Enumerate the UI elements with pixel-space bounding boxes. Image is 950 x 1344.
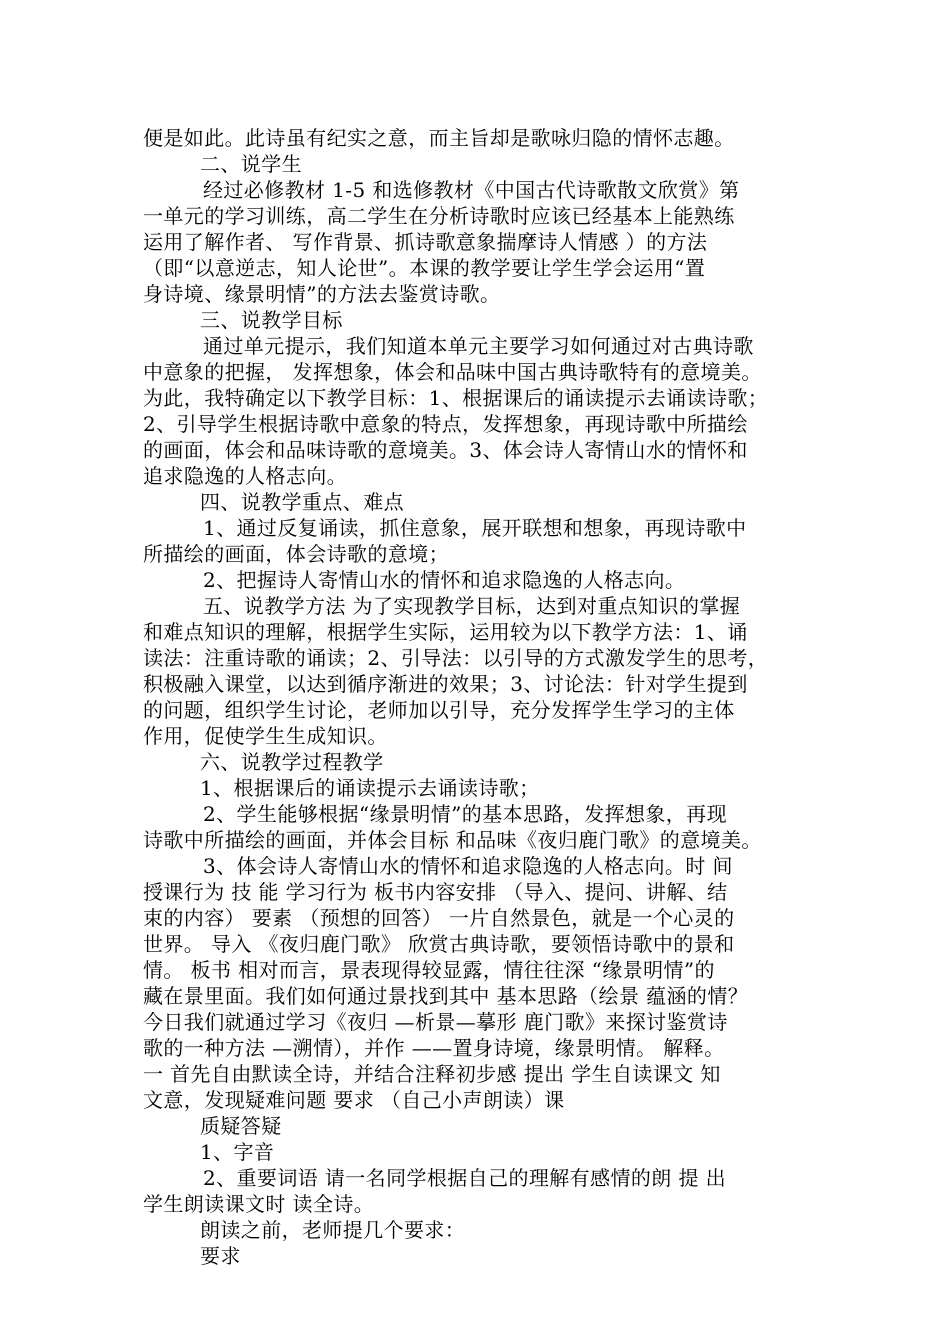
text-line: 学生朗读课文时 读全诗。: [143, 1192, 375, 1216]
text-line: 束的内容） 要素 （预想的回答） 一片自然景色，就是一个心灵的: [143, 906, 735, 930]
text-line: 通过单元提示，我们知道本单元主要学习如何通过对古典诗歌: [203, 334, 754, 358]
text-line: 追求隐逸的人格志向。: [143, 464, 347, 488]
text-line: 所描绘的画面，体会诗歌的意境；: [143, 542, 449, 566]
text-line: 1、通过反复诵读，抓住意象，展开联想和想象，再现诗歌中: [203, 516, 747, 540]
text-line: 2、引导学生根据诗歌中意象的特点，发挥想象，再现诗歌中所描绘: [143, 412, 748, 436]
text-line: 一单元的学习训练，高二学生在分析诗歌时应该已经基本上能熟练: [143, 204, 735, 228]
text-line: 诗歌中所描绘的画面，并体会目标 和品味《夜归鹿门歌》的意境美。: [143, 828, 762, 852]
text-line: 今日我们就通过学习《夜归 —析景—摹形 鹿门歌》来探讨鉴赏诗: [143, 1010, 728, 1034]
text-line: 的问题，组织学生讨论，老师加以引导，充分发挥学生学习的主体: [143, 698, 735, 722]
text-line: 运用了解作者、 写作背景、抓诗歌意象揣摩诗人情感 ）的方法: [143, 230, 708, 254]
section-heading: 六、说教学过程教学: [200, 750, 384, 774]
text-line: 歌的一种方法 —溯情），并作 ——置身诗境，缘景明情。 解释。: [143, 1036, 725, 1060]
section-heading: 三、说教学目标: [200, 308, 343, 332]
text-line: 藏在景里面。我们如何通过景找到其中 基本思路（绘景 蕴涵的情？: [143, 984, 749, 1008]
text-line: 一 首先自由默读全诗，并结合注释初步感 提出 学生自读课文 知: [143, 1062, 721, 1086]
text-line: 中意象的把握， 发挥想象，体会和品味中国古典诗歌特有的意境美。: [143, 360, 762, 384]
text-line: 1、字音: [200, 1140, 275, 1164]
text-line: 作用，促使学生生成知识。: [143, 724, 388, 748]
text-line: 要求: [200, 1244, 241, 1268]
text-line: 身诗境、缘景明情”的方法去鉴赏诗歌。: [143, 282, 501, 306]
text-line: 读法：注重诗歌的诵读；2、引导法：以引导的方式激发学生的思考，: [143, 646, 769, 670]
text-line: 1、根据课后的诵读提示去诵读诗歌；: [200, 776, 540, 800]
text-line: 授课行为 技 能 学习行为 板书内容安排 （导入、提问、讲解、结: [143, 880, 728, 904]
text-line: 2、重要词语 请一名同学根据自己的理解有感情的朗 提 出: [203, 1166, 726, 1190]
section-heading: 二、说学生: [200, 152, 302, 176]
text-line: 积极融入课堂，以达到循序渐进的效果；3、讨论法：针对学生提到: [143, 672, 748, 696]
text-line: 3、体会诗人寄情山水的情怀和追求隐逸的人格志向。时 间: [203, 854, 733, 878]
section-heading: 五、说教学方法 为了实现教学目标，达到对重点知识的掌握: [203, 594, 741, 618]
text-line: 便是如此。此诗虽有纪实之意，而主旨却是歌咏归隐的情怀志趣。: [143, 126, 735, 150]
text-line: 的画面，体会和品味诗歌的意境美。3、体会诗人寄情山水的情怀和: [143, 438, 748, 462]
text-line: 2、把握诗人寄情山水的情怀和追求隐逸的人格志向。: [203, 568, 686, 592]
text-line: 情。 板书 相对而言，景表现得较显露，情往往深 “缘景明情”的: [143, 958, 715, 982]
text-line: 经过必修教材 1-5 和选修教材《中国古代诗歌散文欣赏》第: [203, 178, 740, 202]
text-line: 质疑答疑: [200, 1114, 282, 1138]
text-line: 为此，我特确定以下教学目标：1、根据课后的诵读提示去诵读诗歌；: [143, 386, 769, 410]
text-line: 世界。 导入 《夜归鹿门歌》 欣赏古典诗歌，要领悟诗歌中的景和: [143, 932, 735, 956]
text-line: 朗读之前，老师提几个要求：: [200, 1218, 466, 1242]
section-heading: 四、说教学重点、难点: [200, 490, 404, 514]
text-line: 文意，发现疑难问题 要求 （自己小声朗读）课: [143, 1088, 565, 1112]
text-line: 和难点知识的理解，根据学生实际，运用较为以下教学方法：1、诵: [143, 620, 748, 644]
text-line: 2、学生能够根据“缘景明情”的基本思路，发挥想象，再现: [203, 802, 727, 826]
text-line: （即“以意逆志，知人论世”。本课的教学要让学生学会运用“置: [143, 256, 706, 280]
